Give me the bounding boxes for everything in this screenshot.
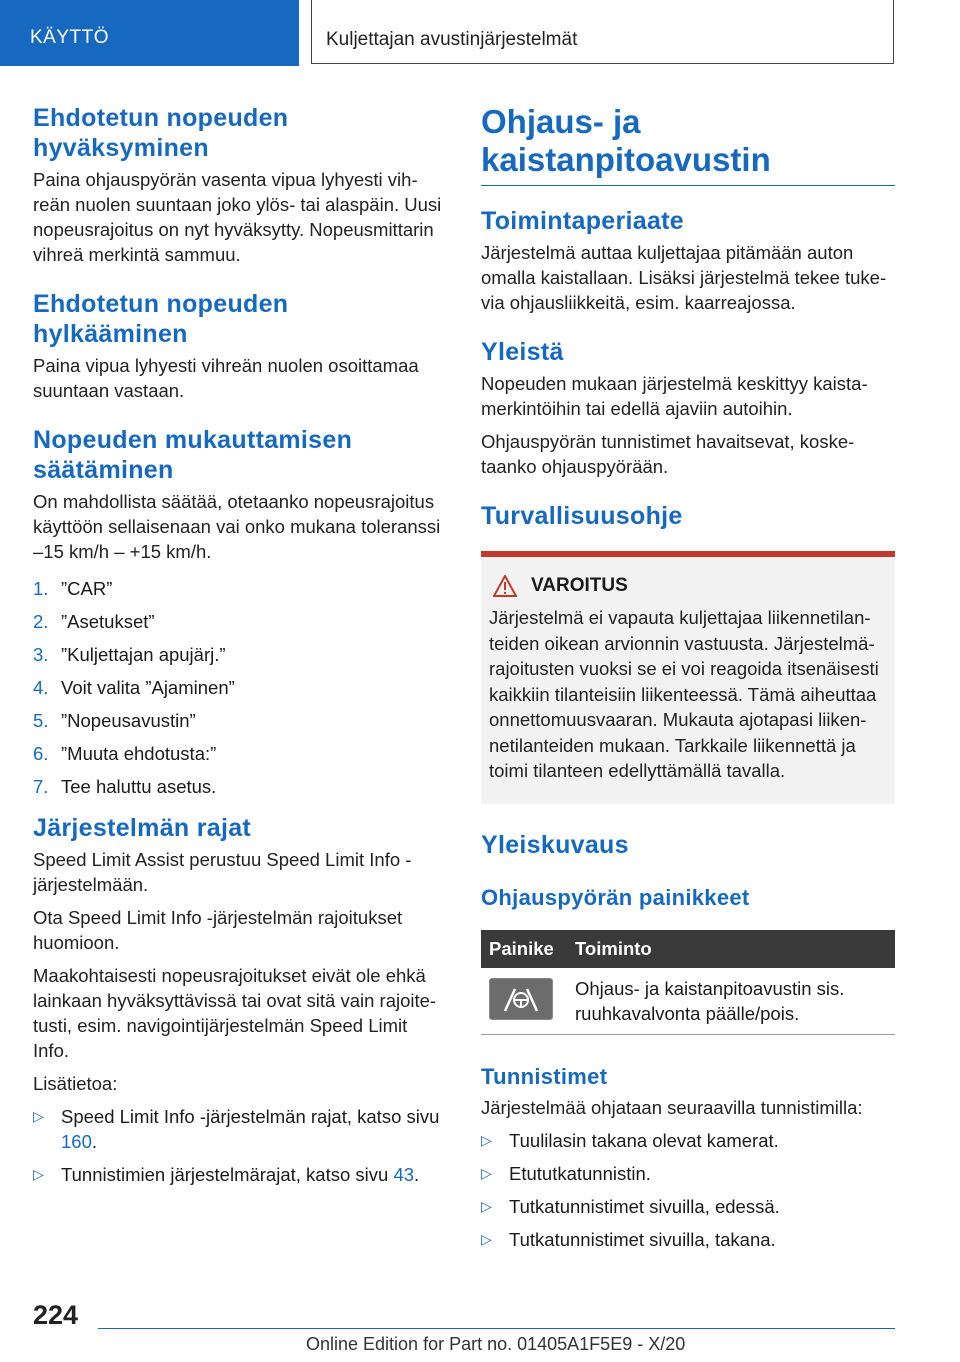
list-item (481, 1227, 895, 1252)
text-limits-1: Speed Limit Assist perustuu Speed Limit Info -järjestelmään. (33, 849, 412, 895)
list-item (33, 741, 447, 766)
heading-system-limits: Järjestelmän rajat (33, 814, 252, 842)
right-column (481, 103, 895, 1260)
list-item (33, 642, 447, 667)
text-adjust-speed: On mahdollista säätää, otetaanko nopeusrajoitus käyttöön sellaisenaan vai onko mukana toleranssi –15 km/h – +15 km/h. (33, 491, 441, 562)
chapter-heading: Ohjaus- ja kaistanpitoavustin (481, 103, 771, 178)
table-row (481, 968, 895, 1035)
table-cell-icon (481, 968, 567, 1035)
text-limits-3: Maakohtaisesti nopeusrajoitukset eivät ole ehkä lainkaan hyväksyttävissä tai ovat sitä vain rajoitetusti, esim. navigointijärjestelmän Speed Limit Info. (33, 965, 437, 1061)
more-info-list (33, 1104, 447, 1187)
footer-edition-text: Online Edition for Part no. 01405A1F5E9 - X/20 (306, 1334, 686, 1354)
sensors-list (481, 1128, 895, 1252)
bullet-text: Tutkatunnistimet sivuilla, edessä. (509, 1195, 780, 1217)
warning-box (481, 551, 895, 804)
table-header-button: Painike (481, 930, 567, 968)
step-number: 7. (33, 776, 49, 797)
heading-sensors: Tunnistimet (481, 1063, 608, 1089)
list-item (481, 1194, 895, 1219)
bullet-triangle-icon: ▷ (33, 1108, 44, 1124)
step-number: 2. (33, 611, 49, 632)
section-principle (481, 206, 895, 315)
text-general-2: Ohjauspyörän tunnistimet havaitsevat, kosketaanko ohjauspyörään. (481, 431, 855, 477)
text-sensors: Järjestelmää ohjataan seuraavilla tunnistimilla: (481, 1096, 863, 1118)
bullet-end: . (91, 1131, 98, 1152)
warning-text: Järjestelmä ei vapauta kuljettajaa liikennetilanteiden oikean arvionnin vastuusta. Järjestelmärajoitusten vuoksi se ei voi reagoida itsenäisesti kaikkiin tilanteisiin liikenteessä. Tämä aiheuttaa onnettomuusvaaran. Mukauta ajotapasi liikennetilanteiden mukaan. Tarkkaile liikennettä ja toimi tilanteen edellyttämällä tavalla. (489, 607, 879, 781)
bullet-text: Tunnistimien järjestelmärajat, katso sivu (61, 1164, 394, 1185)
bullet-text: Tutkatunnistimet sivuilla, takana. (509, 1228, 776, 1250)
bullet-triangle-icon: ▷ (481, 1230, 492, 1247)
heading-adjust-speed: Nopeuden mukauttamisen säätäminen (33, 426, 353, 484)
bullet-end: . (414, 1164, 420, 1185)
section-system-limits (33, 813, 447, 1187)
list-item (33, 576, 447, 601)
chapter-heading-wrap (481, 103, 895, 186)
heading-wheel-buttons: Ohjauspyörän painikkeet (481, 884, 750, 910)
section-safety (481, 501, 895, 531)
page-link-160[interactable]: 160 (61, 1131, 92, 1152)
list-item (33, 774, 447, 799)
step-number: 5. (33, 710, 49, 731)
page-link-43[interactable]: 43 (393, 1164, 415, 1185)
header-chapter-label: Kuljettajan avustinjärjestelmät (326, 29, 578, 50)
list-item (33, 1104, 447, 1154)
step-text: ”Asetukset” (61, 611, 155, 632)
section-adjust-speed (33, 425, 447, 799)
list-item (481, 1128, 895, 1153)
list-item (33, 609, 447, 634)
text-reject-speed: Paina vipua lyhyesti vihreän nuolen osoittamaa suuntaan vastaan. (33, 355, 419, 401)
header-section-tab (0, 0, 299, 66)
list-item (33, 675, 447, 700)
step-text: ”CAR” (61, 578, 113, 599)
bullet-triangle-icon: ▷ (481, 1197, 492, 1214)
heading-accept-speed: Ehdotetun nopeuden hyväksyminen (33, 104, 289, 162)
section-sensors (481, 1063, 895, 1252)
steps-list (33, 576, 447, 799)
bullet-triangle-icon: ▷ (481, 1164, 492, 1181)
bullet-text: Tuulilasin takana olevat kamerat. (509, 1129, 779, 1151)
step-text: ”Muuta ehdotusta:” (61, 743, 217, 764)
section-reject-speed (33, 289, 447, 403)
heading-reject-speed: Ehdotetun nopeuden hylkääminen (33, 290, 289, 348)
heading-principle: Toimintaperiaate (481, 207, 684, 235)
list-item (33, 708, 447, 733)
section-accept-speed (33, 103, 447, 267)
table-cell-function: Ohjaus- ja kaistanpitoavustin sis. ruuhkavalvonta päälle/pois. (567, 968, 895, 1035)
bullet-text: Etututkatunnistin. (509, 1162, 651, 1184)
text-principle: Järjestelmä auttaa kuljettajaa pitämään auton omalla kaistallaan. Lisäksi järjestelmä tekee tukevia ohjausliikkeitä, esim. kaarreajossa. (481, 242, 887, 313)
list-item (481, 1161, 895, 1186)
warning-title-text: VAROITUS (531, 575, 628, 596)
bullet-text: Speed Limit Info -järjestelmän rajat, katso sivu (61, 1106, 440, 1127)
header-section-label: KÄYTTÖ (30, 27, 110, 48)
step-text: Voit valita ”Ajaminen” (61, 677, 235, 698)
step-text: Tee haluttu asetus. (61, 776, 217, 797)
header-chapter-box (311, 0, 894, 64)
bullet-triangle-icon: ▷ (33, 1166, 44, 1182)
step-text: ”Kuljettajan apujärj.” (61, 644, 226, 665)
lane-assist-icon (489, 978, 553, 1020)
warning-title (489, 573, 887, 599)
list-item (33, 1162, 447, 1187)
table-header-function: Toiminto (567, 930, 895, 968)
step-number: 1. (33, 578, 49, 599)
text-limits-4: Lisätietoa: (33, 1073, 118, 1094)
footer-divider (98, 1328, 895, 1329)
heading-overview: Yleiskuvaus (481, 830, 629, 859)
text-general-1: Nopeuden mukaan järjestelmä keskittyy kaistamerkintöihin tai edellä ajaviin autoihin. (481, 373, 868, 419)
step-number: 6. (33, 743, 49, 764)
page-number: 224 (33, 1300, 79, 1330)
section-general (481, 337, 895, 479)
buttons-table (481, 930, 895, 1035)
text-accept-speed: Paina ohjauspyörän vasenta vipua lyhyesti vihreän nuolen suuntaan joko ylös- tai alaspäin. Uusi nopeusrajoitus on nyt hyväksytty. Nopeusmittarin vihreä merkintä sammuu. (33, 169, 442, 265)
text-limits-2: Ota Speed Limit Info -järjestelmän rajoitukset huomioon. (33, 907, 403, 953)
section-overview (481, 830, 895, 912)
heading-safety: Turvallisuusohje (481, 502, 683, 530)
left-column (33, 103, 447, 1195)
bullet-triangle-icon: ▷ (481, 1131, 492, 1148)
step-number: 4. (33, 677, 49, 698)
step-text: ”Nopeusavustin” (61, 710, 196, 731)
heading-general: Yleistä (481, 338, 564, 366)
step-number: 3. (33, 644, 49, 665)
warning-triangle-icon (493, 575, 517, 597)
